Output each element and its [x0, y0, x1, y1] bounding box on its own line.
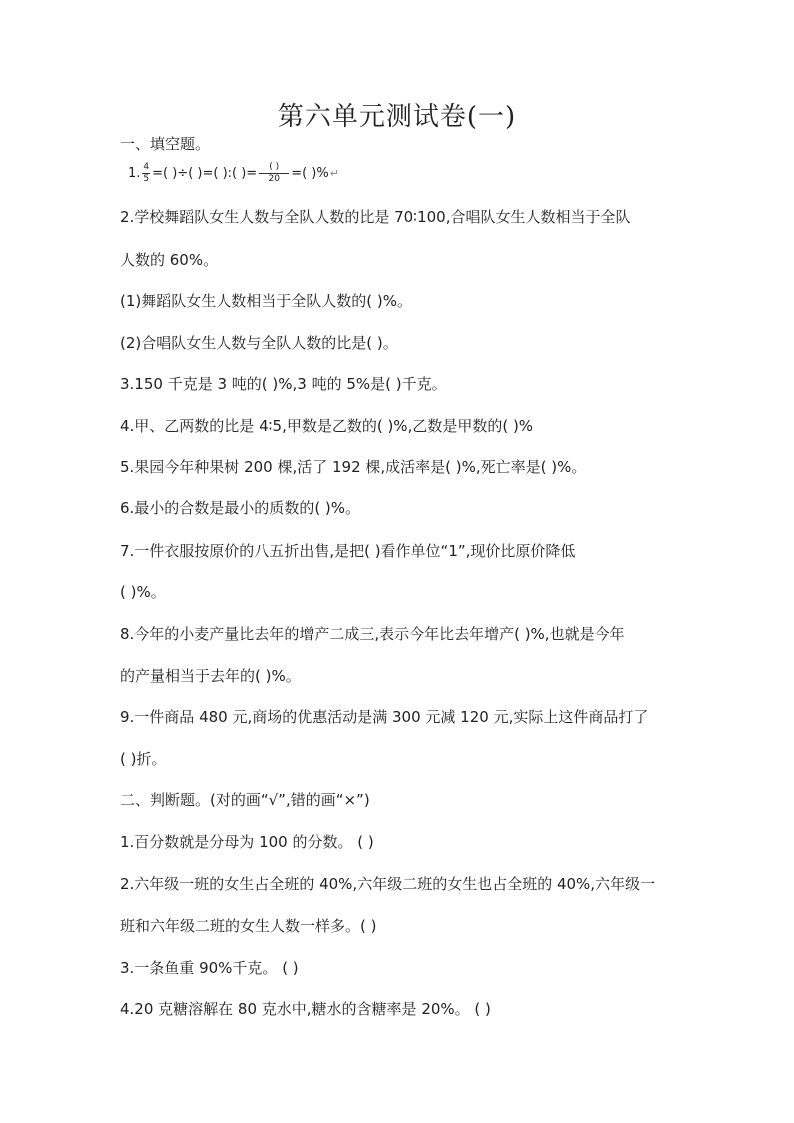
question-2-line-2: 人数的 60%。: [120, 251, 219, 269]
judge-question-4: 4.20 克糖溶解在 80 克水中,糖水的含糖率是 20%。 ( ): [120, 1000, 491, 1018]
question-2-sub-1: (1)舞蹈队女生人数相当于全队人数的( )%。: [120, 292, 412, 310]
judge-question-2-line-2: 班和六年级二班的女生人数一样多。( ): [120, 917, 377, 935]
fraction-numerator-blank: ( ): [259, 163, 289, 174]
judge-question-1: 1.百分数就是分母为 100 的分数。 ( ): [120, 833, 374, 851]
judge-question-3: 3.一条鱼重 90%千克。 ( ): [120, 959, 299, 977]
question-7-line-1: 7.一件衣服按原价的八五折出售,是把( )看作单位“1”,现价比原价降低: [120, 542, 576, 560]
page-title: 第六单元测试卷(一): [277, 102, 517, 132]
fraction-four-fifths: [142, 163, 150, 184]
question-8-line-1: 8.今年的小麦产量比去年的增产二成三,表示今年比去年增产( )%,也就是今年: [120, 625, 625, 643]
question-3: 3.150 千克是 3 吨的( )%,3 吨的 5%是( )千克。: [120, 375, 447, 393]
question-4: 4.甲、乙两数的比是 4∶5,甲数是乙数的( )%,乙数是甲数的( )%: [120, 417, 534, 435]
fraction-numerator: 4: [143, 162, 150, 172]
question-1-percent: =( )%: [291, 166, 329, 181]
question-1-number: 1.: [128, 166, 141, 181]
return-mark-icon: ↵: [329, 167, 339, 180]
question-5: 5.果园今年种果树 200 棵,活了 192 棵,成活率是( )%,死亡率是( )%。: [120, 458, 587, 476]
section-heading-judge: 二、判断题。(对的画“√”,错的画“×”): [120, 791, 370, 809]
question-9-line-2: ( )折。: [120, 750, 167, 768]
fraction-denominator-twenty: 20: [268, 174, 280, 184]
section-heading-fill: 一、填空题。: [120, 135, 211, 153]
question-1: [128, 163, 339, 184]
question-6: 6.最小的合数是最小的质数的( )%。: [120, 499, 361, 517]
question-2-sub-2: (2)合唱队女生人数与全队人数的比是( )。: [120, 334, 398, 352]
question-9-line-1: 9.一件商品 480 元,商场的优惠活动是满 300 元减 120 元,实际上这件商品打了: [120, 708, 649, 726]
question-8-line-2: 的产量相当于去年的( )%。: [120, 667, 301, 685]
question-7-line-2: ( )%。: [120, 583, 166, 601]
judge-question-2-line-1: 2.六年级一班的女生占全班的 40%,六年级二班的女生也占全班的 40%,六年级一: [120, 875, 656, 893]
fraction-over-twenty: [259, 163, 289, 184]
question-2-line-1: 2.学校舞蹈队女生人数与全队人数的比是 70∶100,合唱队女生人数相当于全队: [120, 208, 631, 226]
fraction-denominator: 5: [143, 174, 150, 184]
question-1-blanks: =( )÷( )=( ):( )=: [152, 166, 258, 181]
